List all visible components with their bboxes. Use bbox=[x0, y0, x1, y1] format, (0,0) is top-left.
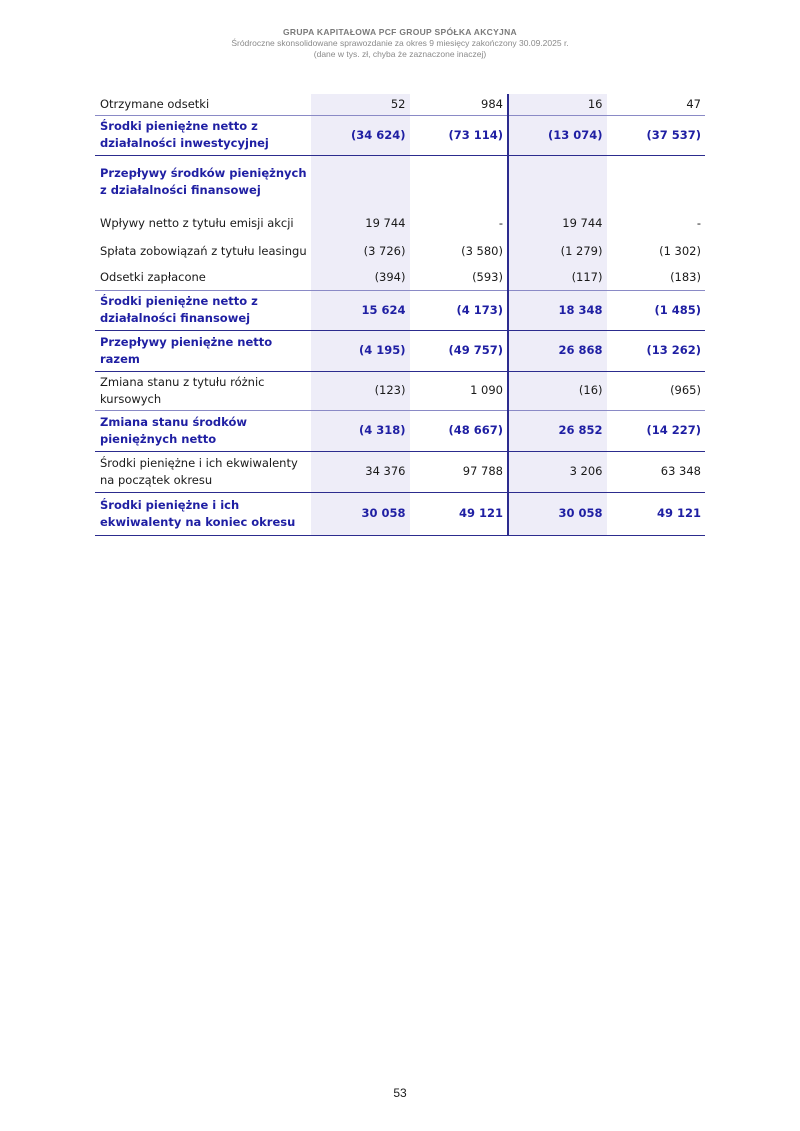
cell-value: (3 726) bbox=[311, 237, 410, 266]
cell-value: (394) bbox=[311, 266, 410, 290]
cell-value: (4 318) bbox=[311, 410, 410, 451]
row-label: Środki pieniężne i ich ekwiwalenty na koniec okresu bbox=[95, 492, 311, 535]
table-row bbox=[95, 492, 705, 535]
row-label: Przepływy pieniężne netto razem bbox=[95, 330, 311, 371]
table-row bbox=[95, 371, 705, 410]
table-row bbox=[95, 237, 705, 266]
cell-value: 19 744 bbox=[508, 209, 607, 237]
cell-value: (3 580) bbox=[410, 237, 509, 266]
cell-value: (117) bbox=[508, 266, 607, 290]
table-row bbox=[95, 410, 705, 451]
cell-value: (123) bbox=[311, 371, 410, 410]
cell-value: 26 868 bbox=[508, 330, 607, 371]
cell-value: (13 262) bbox=[607, 330, 706, 371]
cell-value bbox=[508, 155, 607, 209]
cell-value: (73 114) bbox=[410, 115, 509, 155]
row-label: Otrzymane odsetki bbox=[95, 94, 311, 115]
cell-value: (37 537) bbox=[607, 115, 706, 155]
cell-value bbox=[311, 155, 410, 209]
table-row bbox=[95, 266, 705, 290]
row-label: Zmiana stanu środków pieniężnych netto bbox=[95, 410, 311, 451]
cell-value: (13 074) bbox=[508, 115, 607, 155]
report-title: Śródroczne skonsolidowane sprawozdanie za okres 9 miesięcy zakończony 30.09.2025 r. bbox=[231, 38, 569, 48]
cell-value: (1 279) bbox=[508, 237, 607, 266]
table-row bbox=[95, 209, 705, 237]
row-label: Środki pieniężne netto z działalności finansowej bbox=[95, 290, 311, 330]
page-number: 53 bbox=[393, 1086, 407, 1100]
cell-value: (1 485) bbox=[607, 290, 706, 330]
cell-value: 15 624 bbox=[311, 290, 410, 330]
cell-value: (965) bbox=[607, 371, 706, 410]
table-row bbox=[95, 115, 705, 155]
page-header bbox=[0, 27, 800, 60]
cell-value: (14 227) bbox=[607, 410, 706, 451]
cell-value: 30 058 bbox=[508, 492, 607, 535]
row-label: Zmiana stanu z tytułu różnic kursowych bbox=[95, 371, 311, 410]
cell-value: 984 bbox=[410, 94, 509, 115]
cell-value: 18 348 bbox=[508, 290, 607, 330]
cell-value: (16) bbox=[508, 371, 607, 410]
cell-value: (48 667) bbox=[410, 410, 509, 451]
cell-value: (34 624) bbox=[311, 115, 410, 155]
table-row bbox=[95, 451, 705, 492]
row-label: Spłata zobowiązań z tytułu leasingu bbox=[100, 244, 307, 258]
cell-value: (183) bbox=[607, 266, 706, 290]
row-label: Środki pieniężne netto z działalności inwestycyjnej bbox=[95, 115, 311, 155]
cash-flow-table bbox=[95, 94, 705, 536]
cell-value: (49 757) bbox=[410, 330, 509, 371]
cell-value: 3 206 bbox=[508, 451, 607, 492]
cell-value: 26 852 bbox=[508, 410, 607, 451]
cell-value bbox=[410, 155, 509, 209]
cell-value: 52 bbox=[311, 94, 410, 115]
row-label: Odsetki zapłacone bbox=[95, 266, 311, 290]
cell-value: - bbox=[696, 215, 701, 230]
cell-value bbox=[607, 155, 706, 209]
cell-value: 34 376 bbox=[311, 451, 410, 492]
cell-value: (4 195) bbox=[311, 330, 410, 371]
cell-value: (593) bbox=[410, 266, 509, 290]
row-label: Wpływy netto z tytułu emisji akcji bbox=[100, 215, 294, 230]
table-row bbox=[95, 290, 705, 330]
table-row bbox=[95, 330, 705, 371]
cell-value: (1 302) bbox=[659, 244, 701, 258]
cell-value: 97 788 bbox=[410, 451, 509, 492]
cell-value: 47 bbox=[607, 94, 706, 115]
section-heading: Przepływy środków pieniężnych z działalności finansowej bbox=[100, 166, 307, 198]
table-row bbox=[95, 155, 705, 209]
cell-value: 63 348 bbox=[607, 451, 706, 492]
company-name: GRUPA KAPITAŁOWA PCF GROUP SPÓŁKA AKCYJNA bbox=[283, 27, 517, 37]
cell-value: 49 121 bbox=[607, 492, 706, 535]
row-label: Środki pieniężne i ich ekwiwalenty na początek okresu bbox=[95, 451, 311, 492]
units-note: (dane w tys. zł, chyba że zaznaczone inaczej) bbox=[313, 49, 487, 59]
cell-value: 19 744 bbox=[311, 209, 410, 237]
cell-value: 1 090 bbox=[410, 371, 509, 410]
cell-value: (4 173) bbox=[410, 290, 509, 330]
cell-value: 16 bbox=[508, 94, 607, 115]
cell-value: - bbox=[410, 209, 509, 237]
table-row bbox=[95, 94, 705, 115]
cell-value: 30 058 bbox=[311, 492, 410, 535]
cell-value: 49 121 bbox=[410, 492, 509, 535]
